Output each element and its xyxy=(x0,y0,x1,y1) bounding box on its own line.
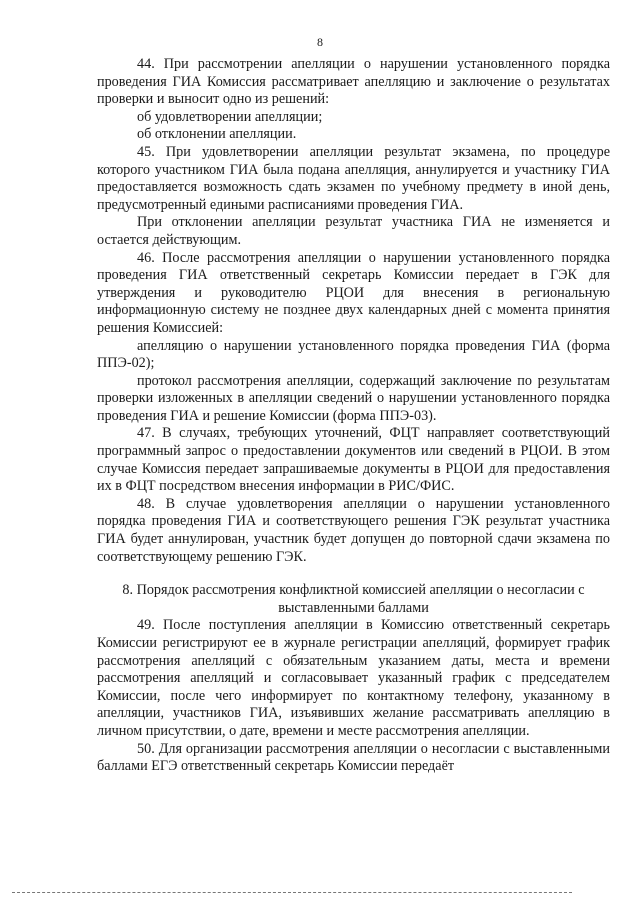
document-body xyxy=(97,56,610,776)
paragraph-48: 48. В случае удовлетворения апелляции о нарушении установленного порядка проведения ГИА и соответствующего решения ГЭК результат участника ГИА будет аннулирован, участник будет допущен до повторной сдачи экзамена по соответствующему решению ГЭК. xyxy=(97,495,610,565)
paragraph-50: 50. Для организации рассмотрения апелляции о несогласии с выставленными баллами ЕГЭ ответственный секретарь Комиссии передаёт xyxy=(97,740,610,775)
section-heading: 8. Порядок рассмотрения конфликтной комиссией апелляции о несогласии с выставленными баллами xyxy=(122,582,585,616)
paragraph-45-reject: При отклонении апелляции результат участника ГИА не изменяется и остается действующим. xyxy=(97,214,610,248)
paragraph-option-reject: об отклонении апелляции. xyxy=(137,126,297,143)
paragraph-44: 44. При рассмотрении апелляции о нарушении установленного порядка проведения ГИА Комиссия рассматривает апелляцию и заключение о результатах проверки и выносит одно из решений: xyxy=(97,56,610,108)
paragraph-46-item-1: апелляцию о нарушении установленного порядка проведения ГИА (форма ППЭ-02); xyxy=(97,337,610,372)
paragraph-47: 47. В случаях, требующих уточнений, ФЦТ направляет соответствующий программный запрос о предоставлении документов или сведений в РЦОИ. В этом случае Комиссия передает запрашиваемые документы в РЦОИ для предоставления их в ФЦТ посредством внесения информации в РИС/ФИС. xyxy=(97,425,610,495)
page-bottom-rule xyxy=(12,892,572,893)
paragraph-45: 45. При удовлетворении апелляции результат экзамена, по процедуре которого участником ГИА была подана апелляция, аннулируется и участнику ГИА предоставляется возможность сдать экзамен по учебному предмету в иной день, предусмотренный едиными расписаниями проведения ГИА. xyxy=(97,143,610,213)
paragraph-49: 49. После поступления апелляции в Комиссию ответственный секретарь Комиссии регистрируют ее в журнале регистрации апелляций, формирует график рассмотрения апелляций с обязательным указанием даты, места и времени рассмотрения апелляций и согласовывает указанный график с председателем Комиссии, после чего информирует по контактному телефону, указанному в апелляции, участников ГИА, изъявивших желание рассматривать апелляцию в личном присутствии, о дате, времени и месте рассмотрения апелляции. xyxy=(97,617,610,739)
page-number: 8 xyxy=(317,35,323,49)
paragraph-46: 46. После рассмотрения апелляции о нарушении установленного порядка проведения ГИА ответственный секретарь Комиссии передает в ГЭК для утверждения и руководителю РЦОИ для внесения в региональную информационную систему не позднее двух календарных дней с момента принятия решения Комиссией: xyxy=(97,249,610,336)
paragraph-46-item-2: протокол рассмотрения апелляции, содержащий заключение по результатам проверки изложенных в апелляции сведений о нарушении установленного порядка проведения ГИА и решение Комиссии (форма ППЭ-03). xyxy=(97,372,610,424)
paragraph-option-satisfy: об удовлетворении апелляции; xyxy=(137,108,323,125)
